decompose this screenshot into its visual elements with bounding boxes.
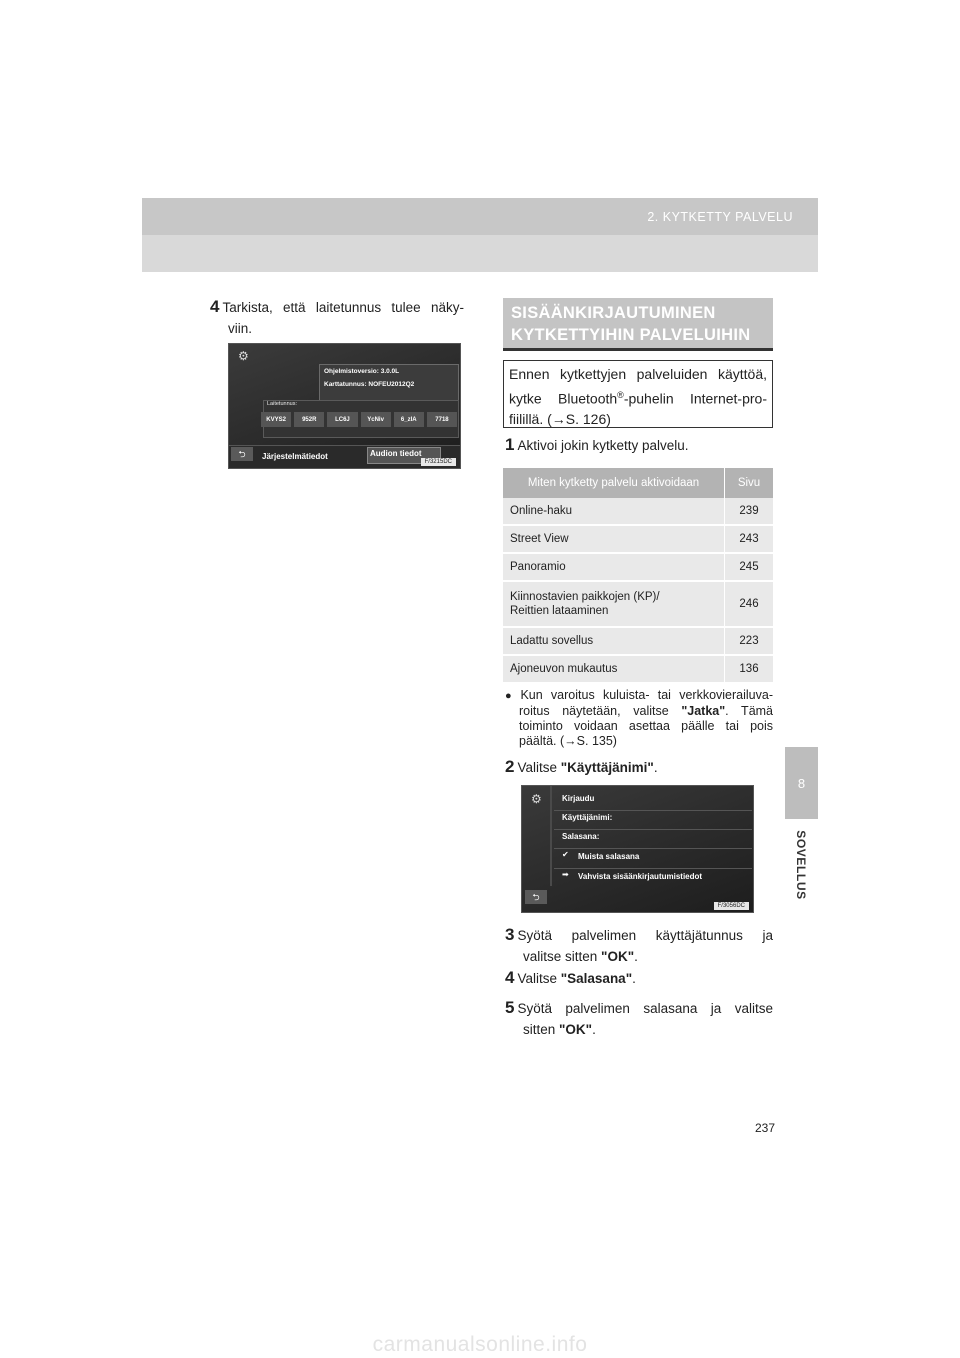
service-page: 239	[725, 498, 774, 525]
arrow-icon: ➡	[562, 870, 569, 879]
software-version: Ohjelmistoversio: 3.0.0L	[324, 368, 400, 375]
step-text-cont: viin.	[228, 321, 253, 336]
step-option: "Käyttäjänimi"	[560, 760, 654, 775]
step-text: Valitse	[517, 760, 561, 775]
watermark: carmanualsonline.info	[372, 1333, 588, 1356]
figure-code: F/3215DC	[421, 458, 456, 466]
header-band-bottom	[142, 235, 818, 272]
step-2-select-username	[505, 756, 775, 778]
chapter-label-text: SOVELLUS	[794, 830, 808, 900]
bullet-icon: ●	[505, 690, 517, 702]
service-name: Online-haku	[503, 498, 725, 525]
step-4-check-device-id	[210, 296, 464, 339]
back-button[interactable]: ⮌	[231, 447, 253, 461]
note-text: roitus näytetään, valitse	[519, 704, 682, 718]
device-code: 952R	[294, 412, 324, 427]
step-text: Syötä palvelimen salasana ja valitse	[517, 1001, 773, 1016]
table-row	[503, 655, 773, 683]
settings-gear-icon: ⚙	[238, 349, 249, 363]
device-code: YcNiv	[361, 412, 391, 427]
table-row	[503, 627, 773, 655]
device-code: 7718	[427, 412, 457, 427]
service-name: Ajoneuvon mukautus	[503, 655, 725, 683]
step-number: 3	[505, 925, 515, 944]
system-info-tab[interactable]: Järjestelmätiedot	[262, 452, 328, 461]
table-row	[503, 498, 773, 525]
step-4-select-password	[505, 967, 775, 989]
section-header-title: 2. KYTKETTY PALVELU	[647, 210, 793, 224]
login-title: Kirjaudu	[562, 794, 595, 803]
step-text: Valitse	[517, 971, 561, 986]
device-code: LC6J	[327, 412, 357, 427]
service-page: 245	[725, 553, 774, 581]
intro-line2	[509, 385, 767, 409]
step-text: .	[632, 971, 636, 986]
audio-info-tab[interactable]: Audion tiedot	[370, 449, 422, 458]
section-title-line1: SISÄÄNKIRJAUTUMINEN	[511, 304, 716, 322]
device-id-codes	[261, 412, 457, 427]
service-page: 223	[725, 627, 774, 655]
service-name	[503, 581, 725, 627]
username-label[interactable]: Käyttäjänimi:	[562, 813, 613, 822]
intro-text: -puhelin Internet-pro-	[623, 390, 767, 407]
intro-text: kytke Bluetooth	[509, 390, 618, 407]
chapter-number: 8	[797, 775, 806, 791]
step-text: sitten	[523, 1022, 560, 1037]
screenshot-login	[521, 785, 754, 913]
step-text-cont	[505, 1019, 773, 1040]
section-underline	[503, 348, 773, 351]
step-5-enter-password	[505, 997, 773, 1040]
note-line4: päältä. (→S. 135)	[519, 734, 617, 748]
header-band-top	[142, 198, 818, 235]
service-name: Street View	[503, 525, 725, 553]
note-line2	[519, 704, 773, 719]
step-1-activate-service	[505, 434, 775, 456]
note-option: "Jatka"	[681, 704, 726, 718]
service-name: Ladattu sovellus	[503, 627, 725, 655]
note-line3: toiminto voidaan asettaa päälle tai pois	[519, 719, 773, 733]
table-row	[503, 581, 773, 627]
column-header-page: Sivu	[725, 468, 774, 498]
registered-mark: ®	[617, 389, 624, 400]
device-code: 6_zIA	[394, 412, 424, 427]
settings-gear-icon: ⚙	[531, 792, 542, 806]
screenshot-system-info	[228, 343, 461, 469]
map-version: Karttatunnus: NOFEU2012Q2	[324, 381, 415, 388]
device-code: KVYS2	[261, 412, 291, 427]
chapter-label	[786, 825, 816, 905]
intro-line1: Ennen kytkettyjen palveluiden käyttöä,	[509, 366, 767, 382]
roaming-note	[505, 688, 773, 749]
service-page: 243	[725, 525, 774, 553]
step-text: .	[653, 760, 658, 775]
service-name-line1: Kiinnostavien paikkojen (KP)/	[510, 591, 660, 603]
section-title-line2: KYTKETTYIHIN PALVELUIHIN	[511, 326, 751, 344]
back-button[interactable]: ⮌	[525, 890, 547, 904]
confirm-login-label[interactable]: Vahvista sisäänkirjautumistiedot	[578, 872, 703, 881]
checkmark-icon: ✔	[562, 850, 569, 859]
step-number: 4	[505, 968, 515, 987]
service-name-line2: Reittien lataaminen	[510, 605, 609, 617]
note-text: . Tämä	[725, 704, 774, 718]
step-number: 1	[505, 435, 515, 454]
step-3-enter-username	[505, 924, 773, 967]
section-heading	[503, 298, 773, 348]
figure-code: F/3056DC	[714, 902, 749, 910]
page-number: 237	[755, 1121, 776, 1135]
table-row	[503, 525, 773, 553]
table-header-row	[503, 468, 773, 498]
note-line1	[505, 688, 773, 704]
step-option: "Salasana"	[560, 971, 633, 986]
step-text: Tarkista, että laitetunnus tulee näky-	[222, 300, 464, 315]
intro-box	[503, 360, 773, 428]
service-page: 246	[725, 581, 774, 627]
service-table	[503, 468, 773, 684]
note-text: Kun varoitus kuluista- tai verkkovierailuva-	[520, 688, 773, 702]
step-text-cont	[505, 946, 773, 967]
password-label[interactable]: Salasana:	[562, 832, 600, 841]
table-row	[503, 553, 773, 581]
intro-line3: fiilillä. (→S. 126)	[509, 410, 611, 427]
step-text: Aktivoi jokin kytketty palvelu.	[517, 438, 689, 453]
step-text: .	[634, 949, 638, 964]
step-number: 4	[210, 297, 220, 316]
service-name: Panoramio	[503, 553, 725, 581]
step-text: Syötä palvelimen käyttäjätunnus ja	[517, 928, 773, 943]
column-header-method: Miten kytketty palvelu aktivoidaan	[503, 468, 725, 498]
remember-password-label[interactable]: Muista salasana	[578, 852, 640, 861]
device-id-label: Laitetunnus:	[267, 401, 297, 407]
step-option: "OK"	[601, 949, 635, 964]
step-text: .	[592, 1022, 596, 1037]
step-number: 5	[505, 998, 515, 1017]
step-text: valitse sitten	[523, 949, 602, 964]
step-option: "OK"	[559, 1022, 593, 1037]
service-page: 136	[725, 655, 774, 683]
chapter-tab	[785, 747, 818, 819]
step-number: 2	[505, 757, 515, 776]
